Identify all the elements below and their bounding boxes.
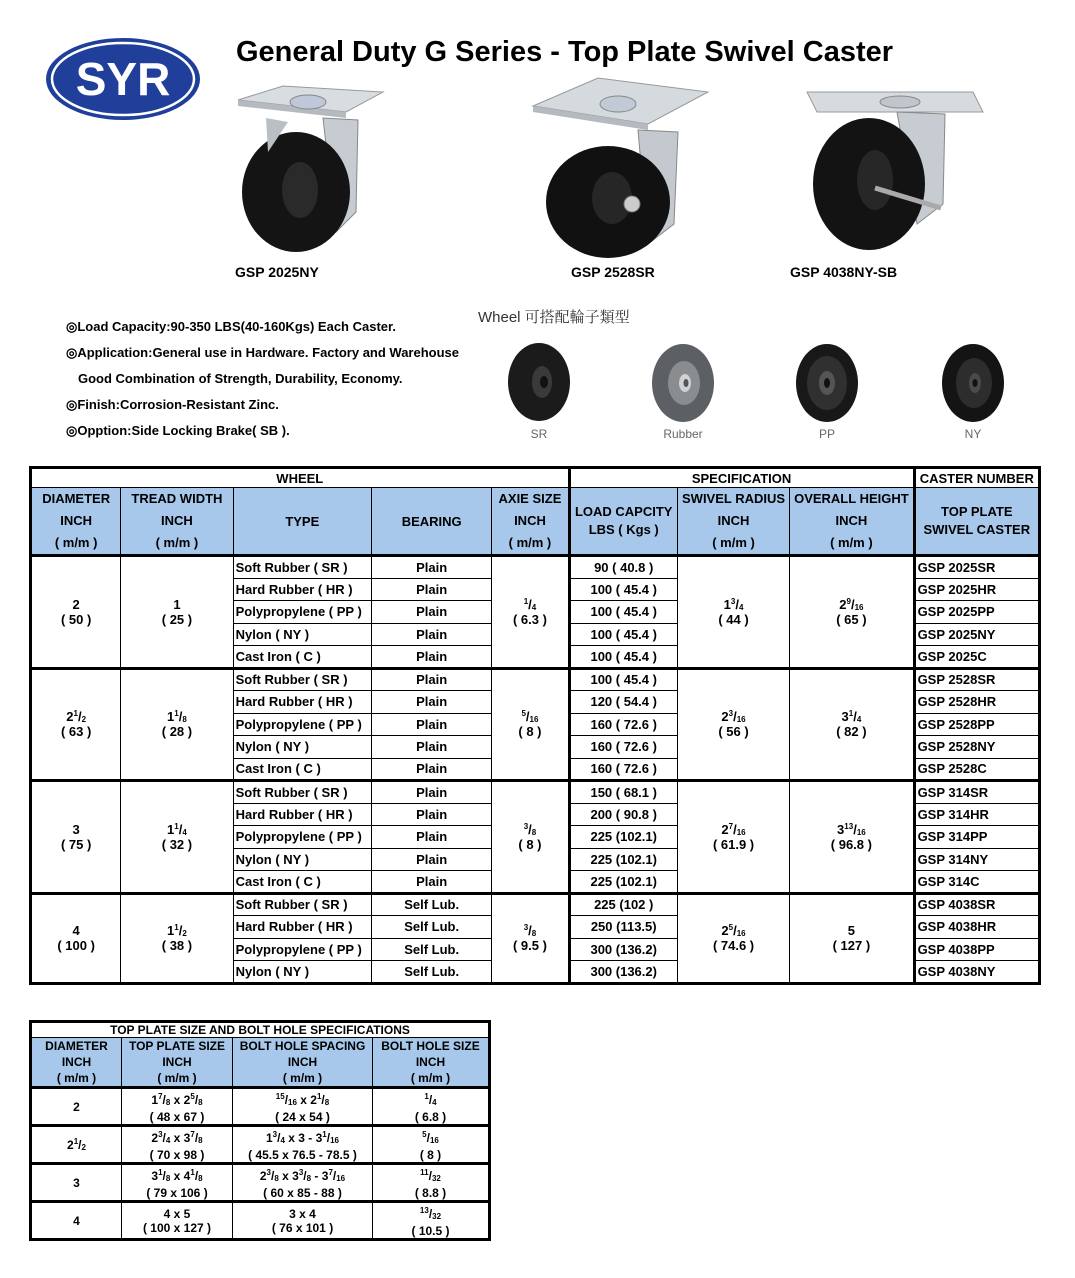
- caster-image-gsp-2025ny: [228, 82, 388, 262]
- fraction: $^3/_8$: [523, 821, 537, 837]
- syr-logo: [45, 37, 201, 121]
- feature-load-capacity: ◎Load Capacity:90-350 LBS(40-160Kgs) Each Caster.: [66, 319, 396, 334]
- cell-caster-number: GSP 2025C: [914, 646, 1039, 669]
- cell-bolt-hole-size: $^1/_4$ ( 6.8 ): [373, 1088, 490, 1126]
- caster-spec-table: [29, 466, 1041, 985]
- cell-bearing: Plain: [372, 691, 492, 714]
- cell-bearing: Self Lub.: [372, 961, 492, 984]
- fraction: $2^3/_{16}$: [721, 709, 746, 725]
- wheel-label-ny: NY: [964, 427, 982, 441]
- cell-axle-size: $^3/_8$ ( 8 ): [492, 781, 569, 894]
- cell-top-plate-size: 4 x 5 ( 100 x 127 ): [122, 1202, 233, 1240]
- cell-top-plate-size: $3^1/_8$ x $4^1/_8$ ( 79 x 106 ): [122, 1164, 233, 1202]
- cell-bolt-hole-size: $^{11}/_{32}$ ( 8.8 ): [373, 1164, 490, 1202]
- cell-diameter: 2: [31, 1088, 122, 1126]
- header-bolt-hole-spacing: BOLT HOLE SPACING INCH ( m/m ): [233, 1038, 373, 1088]
- fraction: $2^1/_2$: [66, 709, 87, 725]
- fraction: $2^5/_8$: [183, 1091, 203, 1107]
- cell-bearing: Self Lub.: [372, 938, 492, 961]
- plate-table-title: TOP PLATE SIZE AND BOLT HOLE SPECIFICATIONS: [31, 1022, 490, 1038]
- cell-type: Hard Rubber ( HR ): [233, 916, 371, 939]
- cell-caster-number: GSP 314SR: [914, 781, 1039, 804]
- cell-diameter: $2^1/_2$ ( 63 ): [31, 668, 121, 781]
- cell-load-capacity: 160 ( 72.6 ): [569, 736, 677, 759]
- cell-top-plate-size: $1^7/_8$ x $2^5/_8$ ( 48 x 67 ): [122, 1088, 233, 1126]
- cell-diameter: 4: [31, 1202, 122, 1240]
- cell-load-capacity: 100 ( 45.4 ): [569, 668, 677, 691]
- cell-bearing: Plain: [372, 781, 492, 804]
- cell-diameter: 3: [31, 1164, 122, 1202]
- group-caster-number: CASTER NUMBER: [914, 468, 1039, 488]
- fraction: $^5/_{16}$: [521, 709, 539, 725]
- fraction: $3^{13}/_{16}$: [837, 821, 866, 837]
- wheel-image-sr: [506, 340, 572, 422]
- cell-diameter: [31, 1126, 122, 1164]
- table-row: [31, 556, 1040, 579]
- cell-axle-size: $^5/_{16}$ ( 8 ): [492, 668, 569, 781]
- cell-type: Polypropylene ( PP ): [233, 713, 371, 736]
- cell-load-capacity: 300 (136.2): [569, 961, 677, 984]
- cell-load-capacity: 120 ( 54.4 ): [569, 691, 677, 714]
- cell-load-capacity: 100 ( 45.4 ): [569, 578, 677, 601]
- cell-overall-height: $2^9/_{16}$ ( 65 ): [790, 556, 914, 669]
- cell-type: Soft Rubber ( SR ): [233, 668, 371, 691]
- cell-bolt-hole-spacing: 3 x 4 ( 76 x 101 ): [233, 1202, 373, 1240]
- cell-load-capacity: 300 (136.2): [569, 938, 677, 961]
- product-label: GSP 2528SR: [571, 264, 655, 280]
- caster-image-gsp-4038ny-sb: [805, 84, 985, 259]
- cell-diameter: 3 ( 75 ): [31, 781, 121, 894]
- page-title: General Duty G Series - Top Plate Swivel Caster: [236, 36, 894, 68]
- cell-type: Cast Iron ( C ): [233, 758, 371, 781]
- cell-bolt-hole-spacing: $1^3/_4$ x $3 - 3^1/_{16}$ ( 45.5 x 76.5 - 78.5 ): [233, 1126, 373, 1164]
- fraction: x: [170, 1130, 184, 1145]
- wheel-image-pp: [794, 342, 860, 424]
- table-row: [31, 893, 1040, 916]
- wheel-image-ny: [940, 342, 1006, 424]
- cell-tread-width: $1^1/_2$ ( 38 ): [121, 893, 233, 983]
- header-tread-width: TREAD WIDTH INCH ( m/m ): [121, 488, 233, 556]
- cell-type: Soft Rubber ( SR ): [233, 893, 371, 916]
- cell-bearing: Plain: [372, 848, 492, 871]
- cell-load-capacity: 100 ( 45.4 ): [569, 646, 677, 669]
- cell-load-capacity: 225 (102.1): [569, 871, 677, 894]
- fraction: $2^1/_8$: [310, 1091, 330, 1107]
- fraction: $^{11}/_{32}$: [420, 1167, 441, 1183]
- fraction: $3^1/_4$: [841, 709, 862, 725]
- cell-overall-height: 5 ( 127 ): [790, 893, 914, 983]
- cell-swivel-radius: $2^5/_{16}$ ( 74.6 ): [677, 893, 789, 983]
- cell-type: Hard Rubber ( HR ): [233, 803, 371, 826]
- cell-bearing: Plain: [372, 713, 492, 736]
- cell-caster-number: GSP 314C: [914, 871, 1039, 894]
- wheel-label-rubber: Rubber: [663, 427, 703, 441]
- fraction: $4^1/_8$: [183, 1167, 203, 1183]
- fraction: x: [296, 1092, 311, 1107]
- feature-combination: Good Combination of Strength, Durability, Economy.: [78, 371, 403, 386]
- fraction: x 3 -: [284, 1130, 316, 1145]
- cell-caster-number: GSP 4038NY: [914, 961, 1039, 984]
- header-load-capacity: LOAD CAPCITY LBS ( Kgs ): [569, 488, 677, 556]
- cell-load-capacity: 250 (113.5): [569, 916, 677, 939]
- cell-bearing: Self Lub.: [372, 916, 492, 939]
- fraction: $1^3/_4$: [265, 1129, 285, 1145]
- caster-image-gsp-2528sr: [528, 74, 713, 259]
- cell-tread-width: $1^1/_8$ ( 28 ): [121, 668, 233, 781]
- top-plate-spec-table: [29, 1020, 491, 1241]
- table-row: [31, 1164, 490, 1202]
- cell-load-capacity: 160 ( 72.6 ): [569, 713, 677, 736]
- cell-bearing: Plain: [372, 803, 492, 826]
- group-specification: SPECIFICATION: [569, 468, 914, 488]
- fraction: $^{13}/_{32}$: [419, 1205, 442, 1221]
- fraction: 1: [173, 596, 181, 612]
- cell-bolt-hole-size: $^5/_{16}$ ( 8 ): [373, 1126, 490, 1164]
- cell-swivel-radius: $2^3/_{16}$ ( 56 ): [677, 668, 789, 781]
- cell-caster-number: GSP 2528PP: [914, 713, 1039, 736]
- fraction: 3 x 4: [289, 1206, 316, 1221]
- fraction: 4: [72, 923, 80, 938]
- header-swivel-radius: SWIVEL RADIUS INCH ( m/m ): [677, 488, 789, 556]
- cell-type: Polypropylene ( PP ): [233, 938, 371, 961]
- header-bolt-hole-size: BOLT HOLE SIZE INCH ( m/m ): [373, 1038, 490, 1088]
- cell-caster-number: GSP 2025NY: [914, 623, 1039, 646]
- fraction: $2^5/_{16}$: [721, 923, 746, 938]
- cell-diameter: 2 ( 50 ): [31, 556, 121, 669]
- cell-load-capacity: 225 (102.1): [569, 848, 677, 871]
- fraction: $2^3/_8$: [259, 1167, 279, 1183]
- fraction: 4 x 5: [163, 1206, 191, 1221]
- fraction: $3^3/_8$: [292, 1167, 312, 1183]
- fraction: $3^1/_8$: [151, 1167, 171, 1183]
- header-type: TYPE: [233, 488, 371, 556]
- fraction: $1^7/_8$: [151, 1091, 171, 1107]
- wheel-label-pp: PP: [818, 427, 835, 441]
- cell-type: Nylon ( NY ): [233, 623, 371, 646]
- fraction: $^1/_4$: [523, 596, 537, 612]
- cell-type: Cast Iron ( C ): [233, 871, 371, 894]
- cell-caster-number: GSP 2528HR: [914, 691, 1039, 714]
- cell-bearing: Plain: [372, 646, 492, 669]
- feature-application: ◎Application:General use in Hardware. Factory and Warehouse: [66, 345, 460, 360]
- wheel-types-title: Wheel 可搭配輪子類型: [478, 309, 630, 326]
- fraction: $1^1/_4$: [167, 821, 187, 837]
- cell-type: Nylon ( NY ): [233, 961, 371, 984]
- cell-bearing: Plain: [372, 556, 492, 579]
- cell-caster-number: GSP 4038PP: [914, 938, 1039, 961]
- fraction: 2: [72, 596, 80, 612]
- wheel-label-sr: SR: [530, 427, 548, 441]
- fraction: $2^1/_2$: [67, 1136, 86, 1152]
- table-row: [31, 1202, 490, 1240]
- cell-overall-height: $3^1/_4$ ( 82 ): [790, 668, 914, 781]
- fraction: $2^3/_4$: [151, 1129, 171, 1145]
- cell-type: Nylon ( NY ): [233, 736, 371, 759]
- cell-load-capacity: 160 ( 72.6 ): [569, 758, 677, 781]
- fraction: 3: [72, 821, 80, 837]
- table-row: [31, 781, 1040, 804]
- cell-top-plate-size: $2^3/_4$ x $3^7/_8$ ( 70 x 98 ): [122, 1126, 233, 1164]
- cell-type: Hard Rubber ( HR ): [233, 691, 371, 714]
- cell-bearing: Plain: [372, 601, 492, 624]
- fraction: $^3/_8$: [523, 923, 537, 938]
- cell-bolt-hole-size: $^{13}/_{32}$ ( 10.5 ): [373, 1202, 490, 1240]
- cell-caster-number: GSP 2025HR: [914, 578, 1039, 601]
- fraction: $2^7/_{16}$: [721, 821, 746, 837]
- product-label: GSP 4038NY-SB: [790, 264, 898, 280]
- cell-caster-number: GSP 2528NY: [914, 736, 1039, 759]
- cell-type: Polypropylene ( PP ): [233, 601, 371, 624]
- header-top-plate-size: TOP PLATE SIZE INCH ( m/m ): [122, 1038, 233, 1088]
- fraction: $1^1/_2$: [167, 923, 187, 938]
- cell-axle-size: $^3/_8$ ( 9.5 ): [492, 893, 569, 983]
- fraction: $^5/_{16}$: [422, 1129, 439, 1145]
- cell-load-capacity: 225 (102.1): [569, 826, 677, 849]
- fraction: $1^1/_8$: [167, 709, 187, 725]
- cell-swivel-radius: $2^7/_{16}$ ( 61.9 ): [677, 781, 789, 894]
- cell-caster-number: GSP 4038SR: [914, 893, 1039, 916]
- fraction: $2^9/_{16}$: [839, 596, 864, 612]
- group-wheel: WHEEL: [31, 468, 570, 488]
- fraction: $3^1/_{16}$: [315, 1129, 339, 1145]
- fraction: $3^7/_8$: [183, 1129, 203, 1145]
- cell-bolt-hole-spacing: $^{15}/_{16}$ x $2^1/_8$ ( 24 x 54 ): [233, 1088, 373, 1126]
- product-label: GSP 2025NY: [235, 264, 319, 280]
- fraction: $1^3/_4$: [723, 596, 744, 612]
- cell-swivel-radius: $1^3/_4$ ( 44 ): [677, 556, 789, 669]
- cell-diameter: 4 ( 100 ): [31, 893, 121, 983]
- cell-bearing: Plain: [372, 578, 492, 601]
- cell-tread-width: $1^1/_4$ ( 32 ): [121, 781, 233, 894]
- fraction: -: [311, 1168, 322, 1183]
- cell-load-capacity: 200 ( 90.8 ): [569, 803, 677, 826]
- fraction: x: [170, 1168, 184, 1183]
- cell-tread-width: 1 ( 25 ): [121, 556, 233, 669]
- feature-finish: ◎Finish:Corrosion-Resistant Zinc.: [66, 397, 279, 412]
- cell-caster-number: GSP 2528SR: [914, 668, 1039, 691]
- fraction: $^{15}/_{16}$: [275, 1091, 297, 1107]
- cell-caster-number: GSP 2528C: [914, 758, 1039, 781]
- cell-bearing: Plain: [372, 623, 492, 646]
- cell-type: Polypropylene ( PP ): [233, 826, 371, 849]
- table-row: [31, 668, 1040, 691]
- cell-bearing: Self Lub.: [372, 893, 492, 916]
- feature-option: ◎Opption:Side Locking Brake( SB ).: [66, 423, 290, 438]
- cell-bearing: Plain: [372, 736, 492, 759]
- cell-type: Hard Rubber ( HR ): [233, 578, 371, 601]
- cell-type: Soft Rubber ( SR ): [233, 556, 371, 579]
- cell-type: Cast Iron ( C ): [233, 646, 371, 669]
- fraction: 5: [847, 923, 855, 938]
- wheel-image-rubber: [650, 342, 716, 424]
- cell-caster-number: GSP 314HR: [914, 803, 1039, 826]
- cell-type: Nylon ( NY ): [233, 848, 371, 871]
- cell-load-capacity: 150 ( 68.1 ): [569, 781, 677, 804]
- cell-load-capacity: 100 ( 45.4 ): [569, 601, 677, 624]
- header-overall-height: OVERALL HEIGHT INCH ( m/m ): [790, 488, 914, 556]
- cell-overall-height: $3^{13}/_{16}$ ( 96.8 ): [790, 781, 914, 894]
- header-diameter: DIAMETER INCH ( m/m ): [31, 488, 121, 556]
- cell-bearing: Plain: [372, 668, 492, 691]
- cell-load-capacity: 225 (102 ): [569, 893, 677, 916]
- fraction: x: [170, 1092, 184, 1107]
- cell-bearing: Plain: [372, 758, 492, 781]
- fraction: x: [278, 1168, 293, 1183]
- header-bearing: BEARING: [372, 488, 492, 556]
- cell-load-capacity: 90 ( 40.8 ): [569, 556, 677, 579]
- cell-caster-number: GSP 314NY: [914, 848, 1039, 871]
- fraction: $3^7/_{16}$: [321, 1167, 346, 1183]
- cell-caster-number: GSP 314PP: [914, 826, 1039, 849]
- header-axle-size: AXIE SIZE INCH ( m/m ): [492, 488, 569, 556]
- cell-type: Soft Rubber ( SR ): [233, 781, 371, 804]
- cell-bearing: Plain: [372, 826, 492, 849]
- cell-caster-number: GSP 4038HR: [914, 916, 1039, 939]
- table-row: [31, 1088, 490, 1126]
- fraction: $^1/_4$: [424, 1091, 437, 1107]
- cell-bolt-hole-spacing: $2^3/_8$ x $3^3/_8 - 3^7/_{16}$ ( 60 x 85 - 88 ): [233, 1164, 373, 1202]
- header-caster-number: TOP PLATE SWIVEL CASTER: [914, 488, 1039, 556]
- table-row: [31, 1126, 490, 1164]
- logo-text: SYR: [75, 53, 171, 105]
- header-diameter: DIAMETER INCH ( m/m ): [31, 1038, 122, 1088]
- cell-load-capacity: 100 ( 45.4 ): [569, 623, 677, 646]
- cell-caster-number: GSP 2025PP: [914, 601, 1039, 624]
- cell-caster-number: GSP 2025SR: [914, 556, 1039, 579]
- cell-bearing: Plain: [372, 871, 492, 894]
- cell-axle-size: $^1/_4$ ( 6.3 ): [492, 556, 569, 669]
